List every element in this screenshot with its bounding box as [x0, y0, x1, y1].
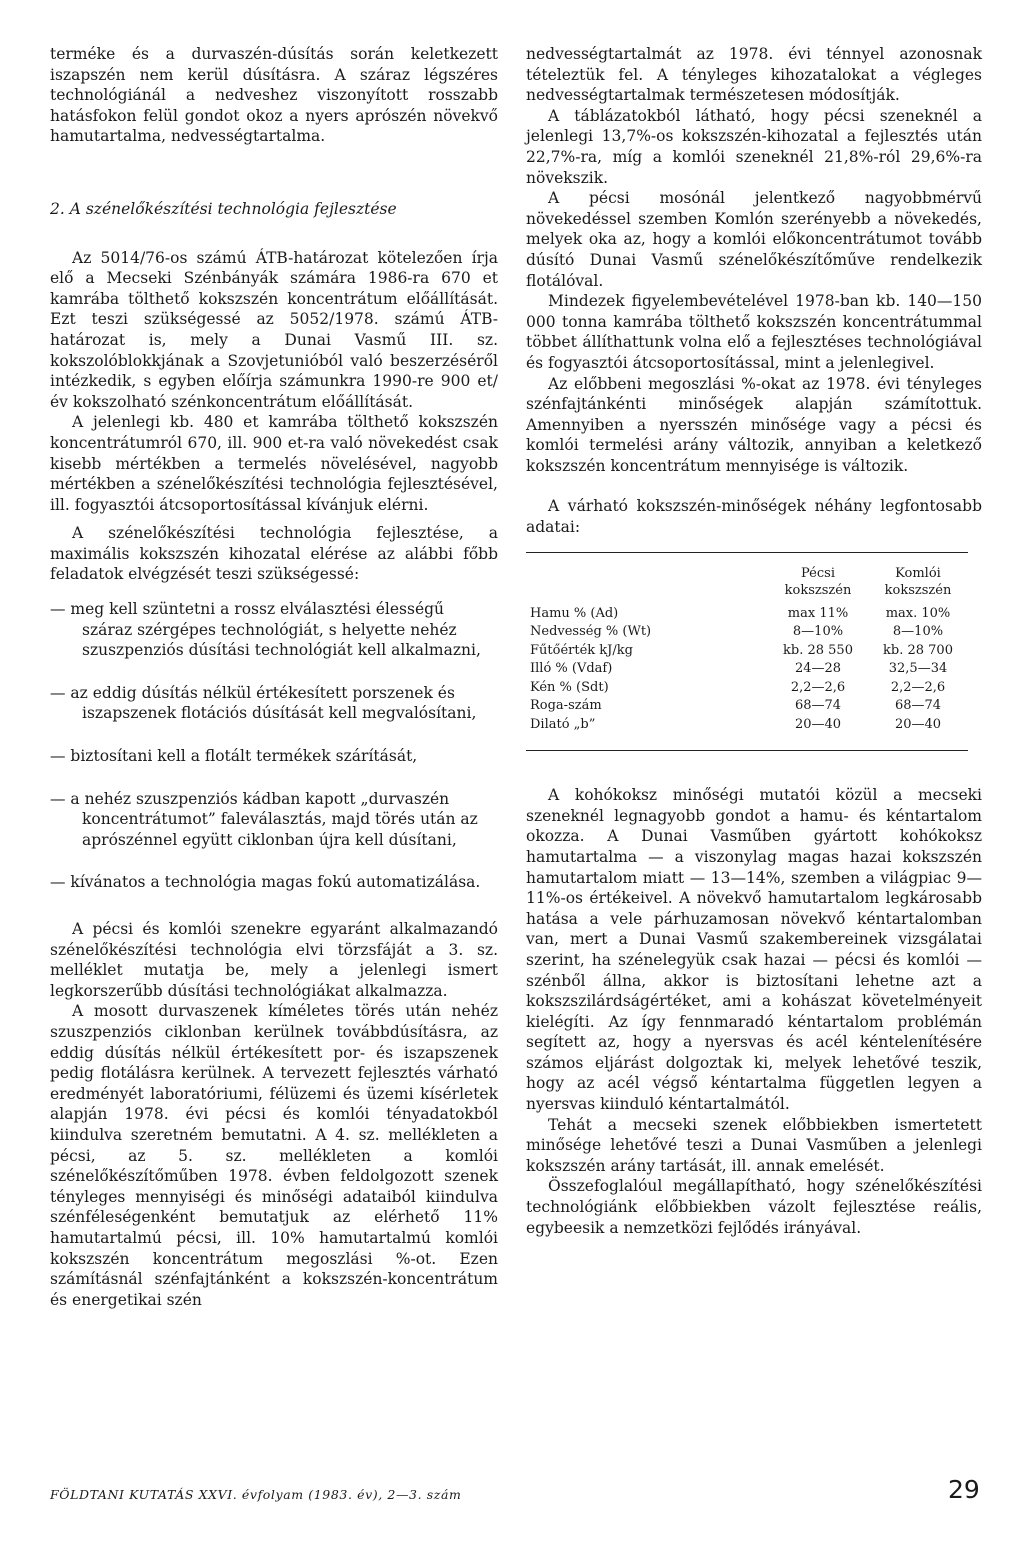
table-cell-label: Nedvesség % (Wt)	[530, 624, 652, 640]
header-pecsi: Pécsi kokszszén	[784, 565, 852, 598]
list-item: — biztosítani kell a flotált termékek szárítását,	[50, 747, 418, 766]
table-cell-komloi: kb. 28 700	[883, 642, 953, 658]
list-item: — az eddig dúsítás nélkül értékesített porszenek és iszapszenek flotációs dúsítását kell megvalósítani,	[50, 683, 477, 723]
paragraph: Tehát a mecseki szenek előbbiekben ismertetett minősége lehetővé teszi a Dunai Vasműben a jelenlegi kokszszén arány tartását, ill. annak emelését.	[526, 1115, 982, 1175]
section-heading: 2. A szénelőkészítési technológia fejlesztése	[50, 199, 397, 218]
paragraph: Az előbbeni megoszlási %-okat az 1978. évi tényleges szénfajtánkénti minőségek alapján számítottuk. Amennyiben a nyersszén minősége vagy a pécsi és komlói termelési arány változik, annyiban a keletkező kokszszén koncentrátum mennyisége is változik.	[526, 374, 982, 475]
paragraph: A szénelőkészítési technológia fejlesztése, a maximális kokszszén kihozatal elérése az alábbi főbb feladatok elvégzését teszi szükségessé:	[50, 524, 498, 584]
table-body	[526, 605, 968, 751]
table-row	[526, 623, 968, 642]
right-column	[526, 44, 982, 1238]
table-cell-komloi: 32,5—34	[888, 661, 948, 677]
table-cell-komloi: 2,2—2,6	[890, 679, 946, 695]
header-komloi: Komlói kokszszén	[884, 565, 952, 598]
table-cell-pecsi: 20—40	[794, 716, 842, 732]
table-row	[526, 716, 968, 751]
table-cell-komloi: 68—74	[894, 698, 942, 714]
table-cell-label: Fűtőérték kJ/kg	[530, 642, 633, 658]
table-cell-label: Roga-szám	[530, 698, 602, 714]
table-cell-komloi: max. 10%	[885, 605, 951, 621]
table-cell-label: Kén % (Sdt)	[530, 679, 609, 695]
left-column	[50, 44, 498, 1310]
table-cell-label: Hamu % (Ad)	[530, 605, 619, 621]
table-header-row	[526, 552, 968, 605]
table-row	[526, 660, 968, 679]
list-item: — kívánatos a technológia magas fokú automatizálása.	[50, 873, 481, 892]
paragraph: A mosott durvaszenek kíméletes törés után nehéz szuszpenziós ciklonban kerülnek továbbdúsításra, az eddig dúsítás nélkül értékesített por- és iszapszenek pedig flotálásra kerülnek. A tervezett fejlesztés várható eredményét laboratóriumi, félüzemi és üzemi kísérletek alapján 1978. évi pécsi és komlói tényadatokból kiindulva szeretném bemutatni. A 4. sz. mellékleten a pécsi, az 5. sz. mellékleten a komlói szénelőkészítőműben 1978. évben feldolgozott szenek tényleges mennyiségi és minőségi adataiból kiindulva szénféleségenként bemutatjuk az elérhető 11% hamutartalmú pécsi, ill. 10% hamutartalmú komlói kokszszén koncentrátum megoszlási %-ot. Ezen számításnál szénfajtánként a kokszszén-koncentrátum és energetikai szén	[50, 1002, 498, 1309]
paragraph: A várható kokszszén-minőségek néhány legfontosabb adatai:	[526, 497, 982, 537]
table-cell-pecsi: 68—74	[794, 698, 842, 714]
table-cell-komloi: 20—40	[894, 716, 942, 732]
table-cell-pecsi: 24—28	[794, 661, 842, 677]
paragraph: A pécsi mosónál jelentkező nagyobbmérvű növekedéssel szemben Komlón szerényebb a növekedés, melyek oka az, hogy a komlói előkoncentrátumot tovább dúsító Dunai Vasmű szénelőkészítőműve rendelkezik flotálóval.	[526, 189, 982, 290]
table-cell-pecsi: 8—10%	[792, 624, 844, 640]
paragraph: Mindezek figyelembevételével 1978-ban kb. 140—150 000 tonna kamrába tölthető kokszszén koncentrátummal többet állíthattunk volna elő a fejlesztéses technológiával és fogyasztói átcsoportosítással, mint a jelenlegivel.	[526, 292, 982, 372]
paragraph: A táblázatokból látható, hogy pécsi szeneknél a jelenlegi 13,7%-os kokszszén-kihozatal a fejlesztés után 22,7%-ra, míg a komlói szeneknél 21,8%-ról 29,6%-ra növekszik.	[526, 106, 982, 187]
paragraph: A kohókoksz minőségi mutatói közül a mecseki szeneknél legnagyobb gondot a hamu- és kéntartalom okozza. A Dunai Vasműben gyártott kohókoksz hamutartalma — a viszonylag magas hazai kokszszén hamutartalom miatt — 13—14%, szemben a világpiac 9—11%-os értékeivel. A növekvő hamutartalom legkárosabb hatása a vele párhuzamosan növekvő kéntartalomban van, mert a Dunai Vasmű szakembereinek vizsgálatai szerint, ha szénelegyük csak hazai — pécsi és komlói — szénből állna, akkor is biztosítani lehetne azt a kokszszilárdságértéket, ami a kohászat követelményeit kielégíti. Az így fennmaradó kéntartalom problémán segített az, hogy a nyersvas és acél kéntelenítésére számos eljárást dolgoztak ki, melyek lehetővé teszik, hogy az acél végső kéntartalma független legyen a nyersvas kiinduló kéntartalmától.	[526, 786, 982, 1114]
journal-footer: FÖLDTANI KUTATÁS XXVI. évfolyam (1983. év), 2—3. szám	[50, 1487, 462, 1502]
list-item: — meg kell szüntetni a rossz elválasztési élességű száraz szérgépes technológiát, s helyette nehéz szuszpenziós dúsítási technológiát kell alkalmazni,	[50, 600, 481, 660]
quality-table-wrap	[526, 552, 982, 752]
table-row	[526, 605, 968, 624]
paragraph: A pécsi és komlói szenekre egyaránt alkalmazandó szénelőkészítési technológia elvi törzsfáját a 3. sz. melléklet mutatja be, mely a jelenlegi ismert legkorszerűbb dúsítási technológiákat alkalmazza.	[50, 920, 498, 1000]
paragraph: A jelenlegi kb. 480 et kamrába tölthető kokszszén koncentrátumról 670, ill. 900 et-ra való növekedést csak kisebb mértékben a termelés növelésével, nagyobb mértékben a szénelőkészítési technológia fejlesztésével, ill. fogyasztói átcsoportosítással kívánjuk elérni.	[50, 413, 498, 514]
coke-quality-table	[526, 552, 968, 752]
table-cell-label: Illó % (Vdaf)	[530, 661, 613, 677]
paragraph: nedvességtartalmát az 1978. évi ténnyel azonosnak tételeztük fel. A tényleges kihozatalokat a végleges nedvességtartalmak természetesen módosítják.	[526, 45, 982, 105]
paragraph: Összefoglalóul megállapítható, hogy szénelőkészítési technológiánk előbbiekben vázolt fejlesztése reális, egybeesik a nemzetközi fejlődés irányával.	[526, 1177, 982, 1237]
table-row	[526, 697, 968, 716]
table-cell-pecsi: 2,2—2,6	[790, 679, 846, 695]
table-row	[526, 679, 968, 698]
paragraph: terméke és a durvaszén-dúsítás során keletkezett iszapszén nem kerül dúsításra. A száraz légszéres technológiánál a nedveshez viszonyított rosszabb hatásfokon felül gondot okoz a nyers aprószén növekvő hamutartalma, nedvességtartalma.	[50, 45, 498, 146]
table-cell-pecsi: kb. 28 550	[783, 642, 853, 658]
paragraph: Az 5014/76-os számú ÁTB-határozat kötelezően írja elő a Mecseki Szénbányák számára 1986-ra 670 et kamrába tölthető kokszszén koncentrátum előállítását. Ezt teszi szükségessé az 5052/1978. számú ÁTB-határozat is, mely a Dunai Vasmű III. sz. kokszolóblokkjának a Szovjetunióból való beszerzéséről intézkedik, s egyben előírja számunkra 1990-re 900 et/év kokszolható szénkoncentrátum előállítását.	[50, 248, 498, 411]
table-cell-label: Dilató „b”	[530, 716, 596, 732]
list-item: — a nehéz szuszpenziós kádban kapott „durvaszén koncentrátumot” faleválasztás, majd törés után az aprószénnel együtt ciklonban újra kell dúsítani,	[50, 789, 478, 849]
table-cell-pecsi: max 11%	[787, 605, 849, 621]
table-cell-komloi: 8—10%	[892, 624, 944, 640]
table-row	[526, 642, 968, 661]
page-number: 29	[948, 1475, 980, 1504]
